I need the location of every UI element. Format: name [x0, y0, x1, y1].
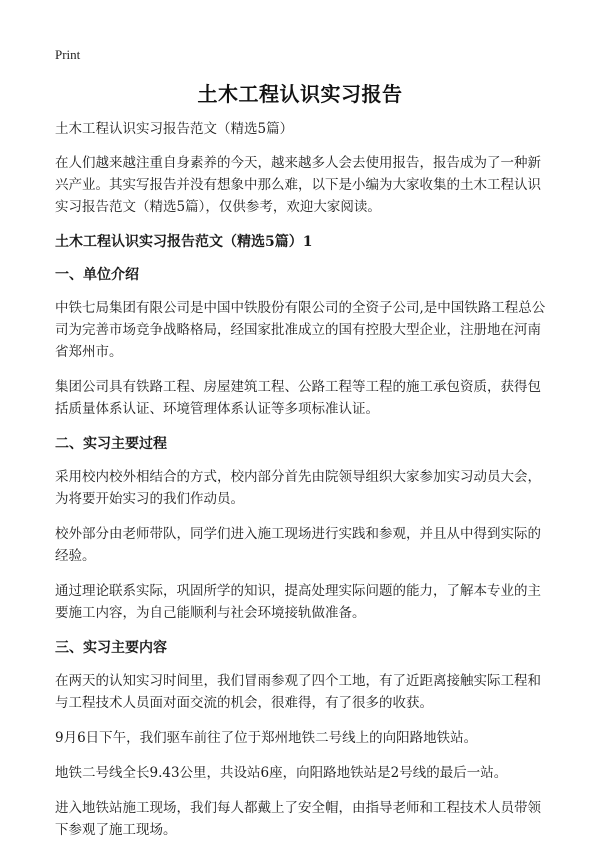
- section-heading-company: 一、单位介绍: [55, 267, 139, 283]
- document-body: [55, 118, 549, 854]
- paragraph: 采用校内校外相结合的方式，校内部分首先由院领导组织大家参加实习动员大会，为将要开始实习的我们作动员。: [55, 469, 541, 507]
- paragraph: 集团公司具有铁路工程、房屋建筑工程、公路工程等工程的施工承包资质，获得包括质量体系认证、环境管理体系认证等多项标准认证。: [55, 379, 541, 417]
- paragraph: 中铁七局集团有限公司是中国中铁股份有限公司的全资子公司,是中国铁路工程总公司为完善市场竞争战略格局，经国家批准成立的国有控股大型企业，注册地在河南省郑州市。: [55, 300, 546, 360]
- section-heading-process: 二、实习主要过程: [55, 436, 167, 452]
- paragraph: 在两天的认知实习时间里，我们冒雨参观了四个工地，有了近距离接触实际工程和与工程技术人员面对面交流的机会，很难得，有了很多的收获。: [55, 673, 541, 711]
- page-title: 土木工程认识实习报告: [197, 82, 403, 106]
- paragraph: 地铁二号线全长9.43公里，共设站6座，向阳路地铁站是2号线的最后一站。: [55, 765, 508, 781]
- section-heading-content: 三、实习主要内容: [55, 640, 167, 656]
- article-heading: 土木工程认识实习报告范文（精选5篇）1: [55, 234, 313, 250]
- paragraph: 校外部分由老师带队，同学们进入施工现场进行实践和参观，并且从中得到实际的经验。: [55, 526, 541, 564]
- paragraph: 通过理论联系实际，巩固所学的知识，提高处理实际问题的能力，了解本专业的主要施工内容，为自己能顺利与社会环境接轨做准备。: [55, 583, 541, 621]
- print-link[interactable]: Print: [55, 47, 81, 62]
- document-subtitle: 土木工程认识实习报告范文（精选5篇）: [55, 121, 294, 137]
- intro-paragraph: 在人们越来越注重自身素养的今天，越来越多人会去使用报告，报告成为了一种新兴产业。其实写报告并没有想象中那么难，以下是小编为大家收集的土木工程认识实习报告范文（精选5篇），仅供参考，欢迎大家阅读。: [55, 155, 541, 215]
- paragraph: 9月6日下午，我们驱车前往了位于郑州地铁二号线上的向阳路地铁站。: [55, 730, 478, 746]
- paragraph: 进入地铁站施工现场，我们每人都戴上了安全帽，由指导老师和工程技术人员带领下参观了施工现场。: [55, 800, 541, 838]
